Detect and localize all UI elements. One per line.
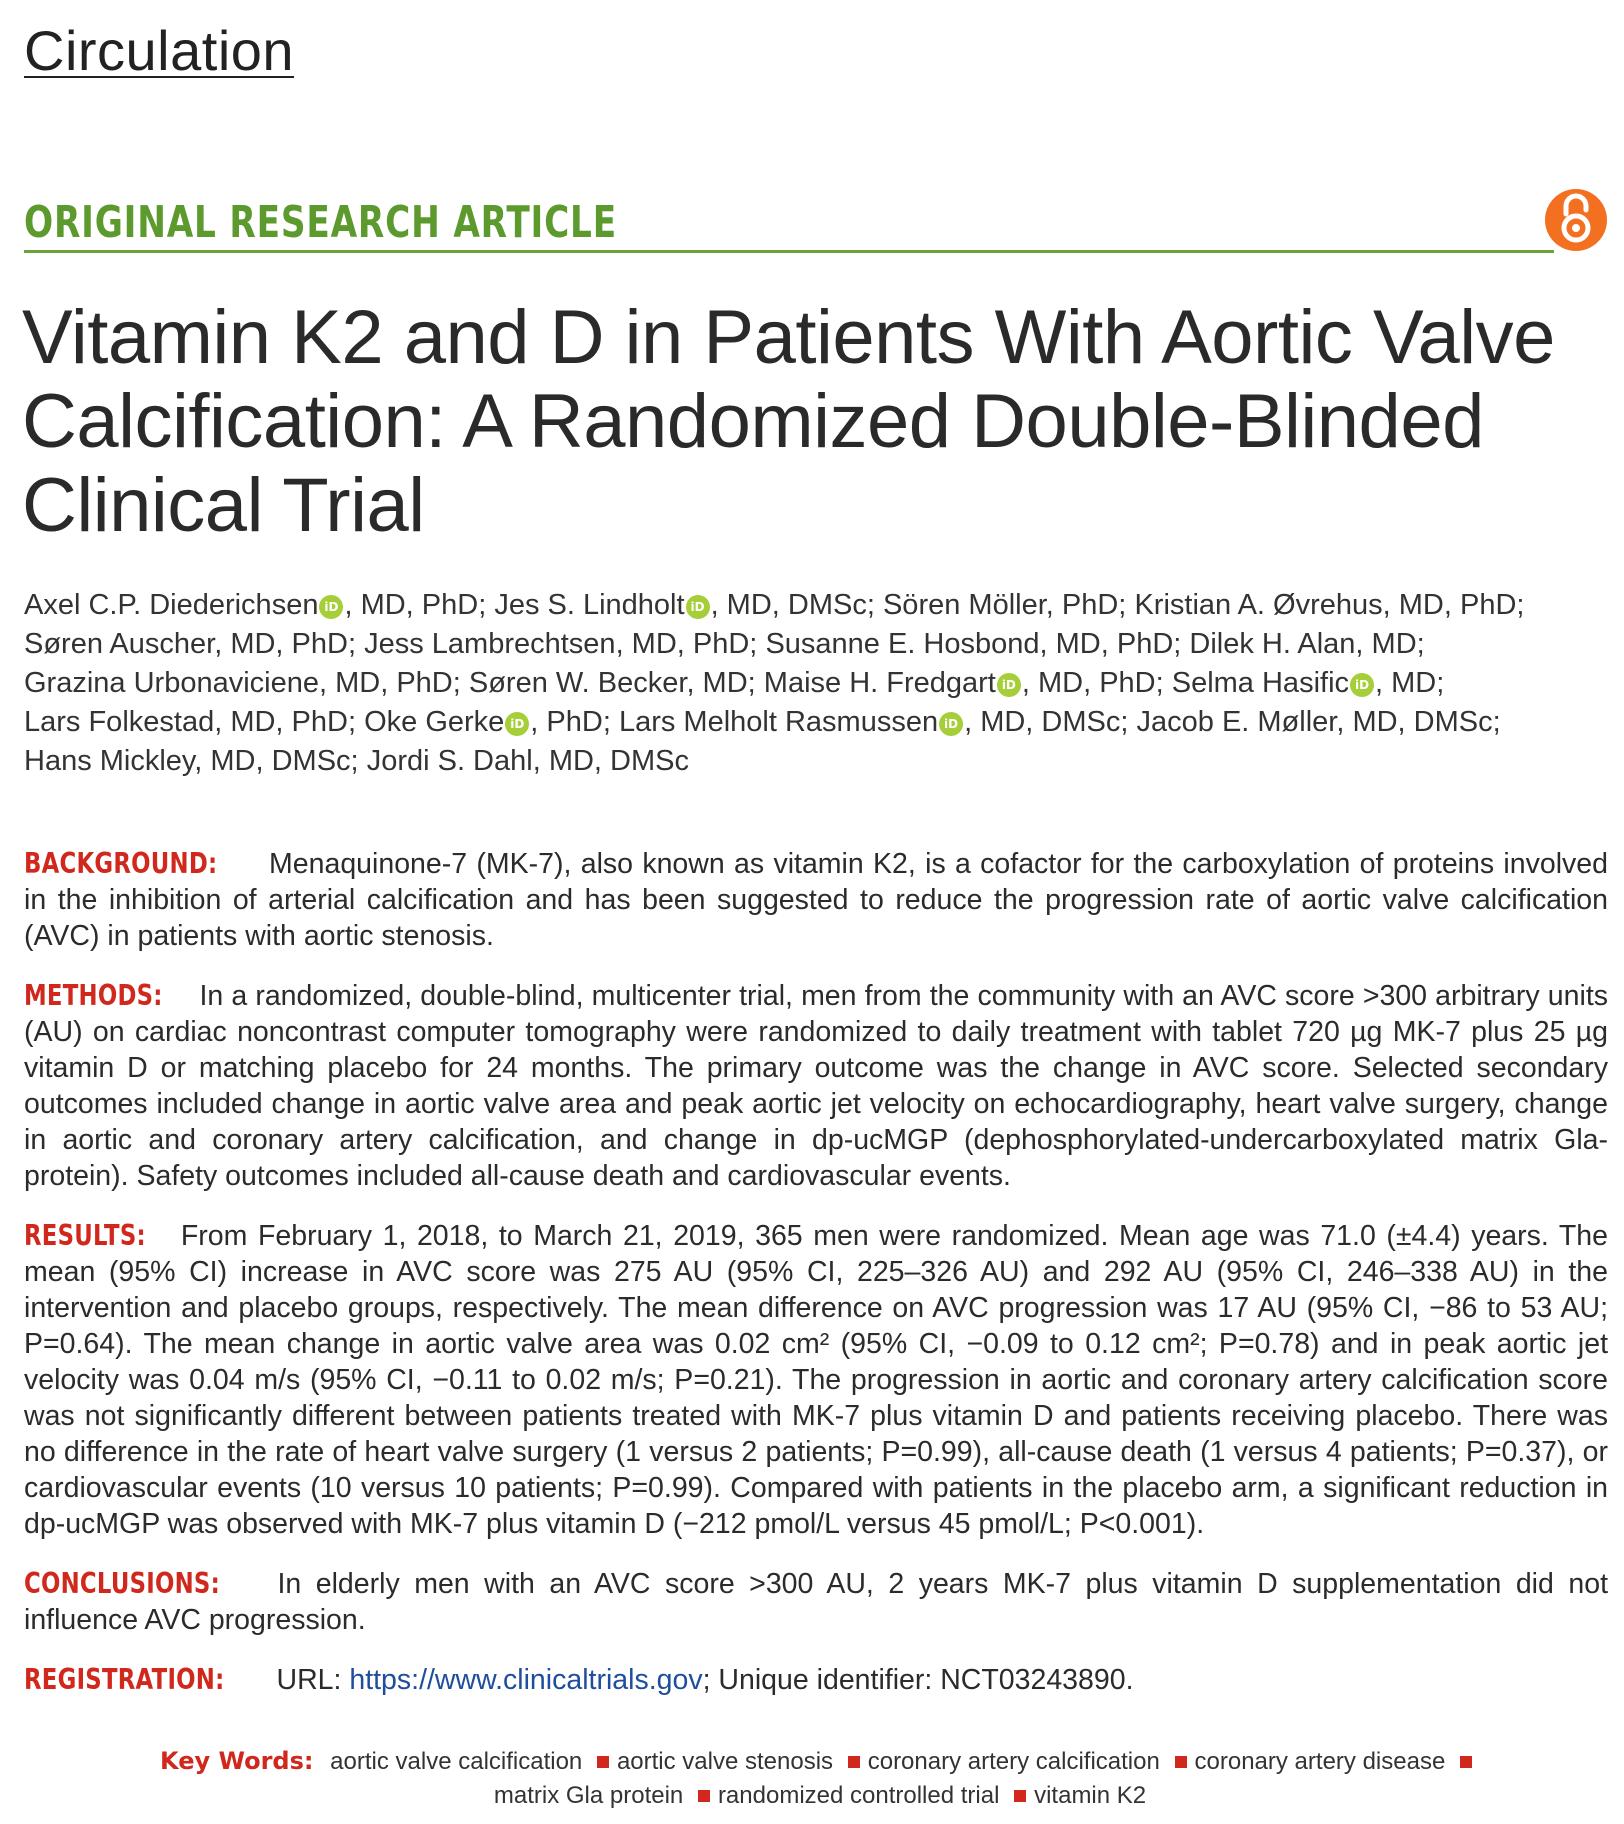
keyword-separator-icon — [698, 1790, 710, 1802]
author-item — [367, 745, 689, 777]
keyword-separator-icon — [1175, 1756, 1187, 1768]
author-item — [24, 745, 359, 777]
author-item — [24, 628, 356, 660]
orcid-icon[interactable]: iD — [319, 595, 343, 619]
author-item — [619, 706, 1128, 738]
author-name[interactable]: Søren Auscher — [24, 628, 215, 660]
author-list — [24, 586, 1604, 781]
abstract-results — [24, 1218, 1608, 1542]
author-name[interactable]: Jacob E. Møller — [1136, 706, 1337, 738]
author-item — [764, 667, 1164, 699]
author-degrees: , MD; — [1355, 628, 1425, 660]
author-degrees: , MD, PhD; — [1021, 667, 1164, 699]
author-item — [364, 628, 757, 660]
orcid-icon[interactable]: iD — [939, 712, 963, 736]
author-degrees: , MD, PhD; — [1039, 628, 1182, 660]
author-name[interactable]: Lars Folkestad — [24, 706, 215, 738]
author-name[interactable]: Susanne E. Hosbond — [765, 628, 1040, 660]
author-degrees: , MD; — [686, 667, 756, 699]
author-degrees: , MD, DMSc; — [964, 706, 1129, 738]
author-degrees: , MD, DMSc; — [194, 745, 359, 777]
author-name[interactable]: Jes S. Lindholt — [494, 589, 685, 621]
author-degrees: , MD, PhD; — [318, 667, 461, 699]
author-degrees: , MD, DMSc — [532, 745, 689, 777]
author-item — [469, 667, 756, 699]
orcid-icon[interactable]: iD — [1350, 673, 1374, 697]
section-header — [24, 194, 1554, 253]
author-name[interactable]: Dilek H. Alan — [1189, 628, 1356, 660]
background-text: Menaquinone-7 (MK-7), also known as vitamin K2, is a cofactor for the carboxylation of proteins involved in the inhibition of arterial calcification and has been suggested to reduce the progression rate of aortic valve calcification (AVC) in patients with aortic stenosis. — [24, 848, 1608, 952]
author-degrees: , MD, PhD; — [615, 628, 758, 660]
keyword-item[interactable]: aortic valve stenosis — [616, 1748, 834, 1775]
methods-text: In a randomized, double-blind, multicenter trial, men from the community with an AVC score >300 arbitrary units (AU) on cardiac noncontrast computer tomography were randomized to daily treatment with tablet 720 µg MK-7 plus 25 µg vitamin D or matching placebo for 24 months. The primary outcome was the change in AVC score. Selected secondary outcomes included change in aortic valve area and peak aortic jet velocity on echocardiography, heart valve surgery, change in aortic and coronary artery calcification, and change in dp-ucMGP (dephosphorylated-undercarboxylated matrix Gla-protein). Safety outcomes included all-cause death and cardiovascular events. — [24, 980, 1608, 1192]
keyword-separator-icon — [848, 1756, 860, 1768]
keyword-item[interactable]: coronary artery disease — [1194, 1748, 1446, 1775]
registration-suffix: ; Unique identifier: NCT03243890. — [702, 1664, 1134, 1696]
author-degrees: , MD, PhD; — [344, 589, 487, 621]
keywords-label: Key Words: — [160, 1747, 314, 1775]
abstract-background — [24, 846, 1608, 954]
registration-prefix: URL: — [276, 1664, 342, 1696]
orcid-icon[interactable]: iD — [505, 712, 529, 736]
author-name[interactable]: Sören Möller — [882, 589, 1046, 621]
author-degrees: , PhD; — [530, 706, 611, 738]
author-name[interactable]: Lars Melholt Rasmussen — [618, 706, 939, 738]
orcid-icon[interactable]: iD — [997, 673, 1021, 697]
keyword-item[interactable]: randomized controlled trial — [717, 1782, 1000, 1809]
keyword-item[interactable]: coronary artery calcification — [867, 1748, 1160, 1775]
keyword-item[interactable]: vitamin K2 — [1034, 1782, 1147, 1809]
author-name[interactable]: Maise H. Fredgart — [763, 667, 996, 699]
author-item — [1134, 589, 1524, 621]
author-name[interactable]: Kristian A. Øvrehus — [1134, 589, 1383, 621]
orcid-icon[interactable]: iD — [686, 595, 710, 619]
abstract-conclusions — [24, 1566, 1608, 1638]
keyword-item[interactable]: aortic valve calcification — [330, 1748, 583, 1775]
article-title: Vitamin K2 and D in Patients With Aortic Valve Calcification: A Randomized Double-Blinded Clinical Trial — [22, 295, 1555, 548]
conclusions-label: CONCLUSIONS: — [24, 1567, 220, 1600]
author-name[interactable]: Selma Hasific — [1171, 667, 1350, 699]
author-name[interactable]: Jess Lambrechtsen — [364, 628, 616, 660]
section-label: ORIGINAL RESEARCH ARTICLE — [24, 197, 617, 248]
author-item — [364, 706, 611, 738]
author-name[interactable]: Grazina Urbonaviciene — [24, 667, 319, 699]
methods-label: METHODS: — [24, 979, 163, 1012]
author-item — [883, 589, 1126, 621]
abstract-registration — [24, 1662, 1608, 1698]
author-item — [765, 628, 1181, 660]
author-degrees: , MD, DMSc; — [1336, 706, 1501, 738]
author-degrees: , MD, PhD; — [1382, 589, 1525, 621]
author-item — [1172, 667, 1445, 699]
keyword-separator-icon — [1014, 1790, 1026, 1802]
conclusions-text: In elderly men with an AVC score >300 AU, 2 years MK-7 plus vitamin D supplementation did not influence AVC progression. — [24, 1568, 1608, 1636]
keyword-separator-icon — [1460, 1756, 1472, 1768]
results-text: From February 1, 2018, to March 21, 2019, 365 men were randomized. Mean age was 71.0 (±4.4) years. The mean (95% CI) increase in AVC score was 275 AU (95% CI, 225–326 AU) and 292 AU (95% CI, 246–338 AU) in the intervention and placebo groups, respectively. The mean difference on AVC progression was 17 AU (95% CI, −86 to 53 AU; P=0.64). The mean change in aortic valve area was 0.02 cm² (95% CI, −0.09 to 0.12 cm²; P=0.78) and in peak aortic jet velocity was 0.04 m/s (95% CI, −0.11 to 0.02 m/s; P=0.21). The progression in aortic and coronary artery calcification score was not significantly different between patients treated with MK-7 plus vitamin D and patients receiving placebo. There was no difference in the rate of heart valve surgery (1 versus 2 patients; P=0.99), all-cause death (1 versus 4 patients; P=0.37), or cardiovascular events (10 versus 10 patients; P=0.99). Compared with patients in the placebo arm, a significant reduction in dp-ucMGP was observed with MK-7 plus vitamin D (−212 pmol/L versus 45 pmol/L; P<0.001). — [24, 1220, 1609, 1540]
keyword-item[interactable]: matrix Gla protein — [493, 1782, 684, 1809]
author-degrees: , MD, PhD; — [214, 706, 357, 738]
registration-label: REGISTRATION: — [24, 1663, 225, 1696]
author-degrees: , MD, DMSc; — [710, 589, 875, 621]
author-degrees: , MD; — [1375, 667, 1445, 699]
abstract-methods — [24, 978, 1608, 1194]
author-name[interactable]: Søren W. Becker — [468, 667, 687, 699]
author-item — [24, 706, 356, 738]
keywords — [150, 1744, 1490, 1813]
author-name[interactable]: Hans Mickley — [24, 745, 195, 777]
author-item — [24, 589, 486, 621]
background-label: BACKGROUND: — [24, 847, 218, 880]
keyword-separator-icon — [597, 1756, 609, 1768]
author-name[interactable]: Oke Gerke — [364, 706, 505, 738]
abstract — [24, 846, 1608, 1722]
author-item — [1189, 628, 1424, 660]
author-name[interactable]: Jordi S. Dahl — [366, 745, 533, 777]
author-degrees: , MD, PhD; — [214, 628, 357, 660]
open-access-icon — [1544, 188, 1608, 252]
results-label: RESULTS: — [24, 1219, 146, 1252]
author-name[interactable]: Axel C.P. Diederichsen — [24, 589, 319, 621]
author-item — [494, 589, 875, 621]
author-degrees: , PhD; — [1045, 589, 1127, 621]
registration-link[interactable]: https://www.clinicaltrials.gov — [349, 1664, 703, 1696]
journal-name[interactable]: Circulation — [24, 19, 295, 82]
author-item — [24, 667, 461, 699]
author-item — [1137, 706, 1501, 738]
